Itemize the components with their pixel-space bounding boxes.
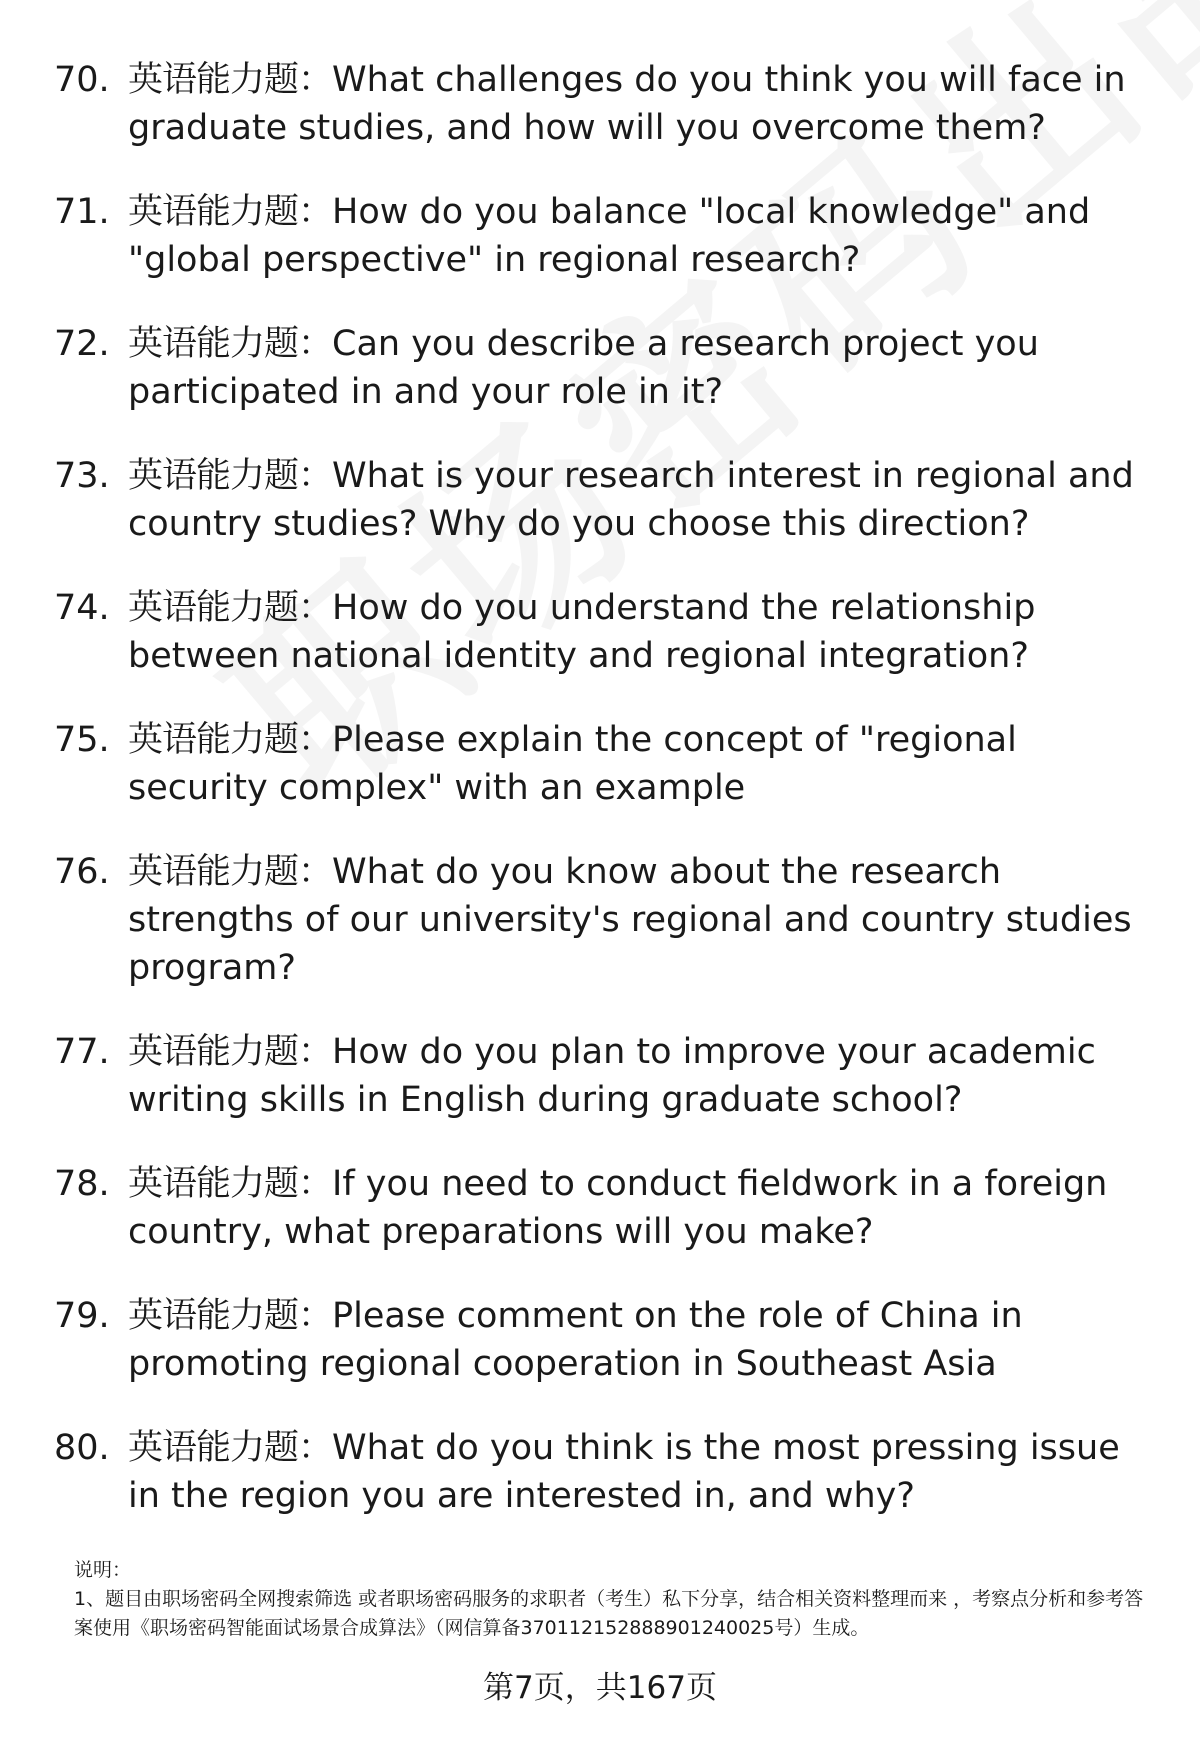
question-number: 71. <box>54 192 110 232</box>
question-number: 70. <box>54 60 110 100</box>
question-body <box>128 452 1138 548</box>
question-category: 英语能力题： <box>128 1164 333 1204</box>
question-number: 75. <box>54 720 110 760</box>
question-body <box>128 584 1138 680</box>
notes-item: 1、题目由职场密码全网搜索筛选 或者职场密码服务的求职者（考生）私下分享，结合相关资料整理而来 ，考察点分析和参考答案使用《职场密码智能面试场景合成算法》（网信算备370112152888901240025号）生成。 <box>74 1588 1144 1639</box>
question-body <box>128 716 1138 812</box>
question-text: Can you describe a research project you participated in and your role in it? <box>128 324 1039 412</box>
question-body <box>128 320 1138 416</box>
question-category: 英语能力题： <box>128 1428 333 1468</box>
question-number: 73. <box>54 456 110 496</box>
question-category: 英语能力题： <box>128 588 333 628</box>
question-category: 英语能力题： <box>128 852 333 892</box>
question-number: 79. <box>54 1296 110 1336</box>
question-text: What is your research interest in regional and country studies? Why do you choose this direction? <box>128 456 1134 544</box>
question-body <box>128 56 1138 152</box>
question-body <box>128 1160 1138 1256</box>
question-text: Please explain the concept of "regional security complex" with an example <box>128 720 1017 808</box>
question-body <box>128 1424 1138 1520</box>
question-body <box>128 1292 1138 1388</box>
notes-section <box>74 1556 1154 1643</box>
question-body <box>128 188 1138 284</box>
question-text: Please comment on the role of China in promoting regional cooperation in Southeast Asia <box>128 1296 1023 1384</box>
question-category: 英语能力题： <box>128 720 333 760</box>
question-text: What do you know about the research strengths of our university's regional and country studies program? <box>128 852 1132 988</box>
question-number: 77. <box>54 1032 110 1072</box>
question-text: How do you understand the relationship between national identity and regional integration? <box>128 588 1036 676</box>
question-number: 76. <box>54 852 110 892</box>
question-text: How do you plan to improve your academic writing skills in English during graduate school? <box>128 1032 1096 1120</box>
question-number: 72. <box>54 324 110 364</box>
question-text: What do you think is the most pressing issue in the region you are interested in, and why? <box>128 1428 1120 1516</box>
question-category: 英语能力题： <box>128 60 333 100</box>
question-category: 英语能力题： <box>128 1032 333 1072</box>
question-number: 74. <box>54 588 110 628</box>
question-number: 78. <box>54 1164 110 1204</box>
question-category: 英语能力题： <box>128 1296 333 1336</box>
question-number: 80. <box>54 1428 110 1468</box>
notes-heading: 说明： <box>74 1559 132 1581</box>
question-category: 英语能力题： <box>128 192 333 232</box>
question-body <box>128 848 1138 992</box>
question-category: 英语能力题： <box>128 324 333 364</box>
question-text: If you need to conduct fieldwork in a foreign country, what preparations will you make? <box>128 1164 1108 1252</box>
question-text: What challenges do you think you will face in graduate studies, and how will you overcome them? <box>128 60 1126 148</box>
question-text: How do you balance "local knowledge" and "global perspective" in regional research? <box>128 192 1091 280</box>
page-number: 第7页，共167页 <box>483 1670 717 1706</box>
question-body <box>128 1028 1138 1124</box>
question-category: 英语能力题： <box>128 456 333 496</box>
